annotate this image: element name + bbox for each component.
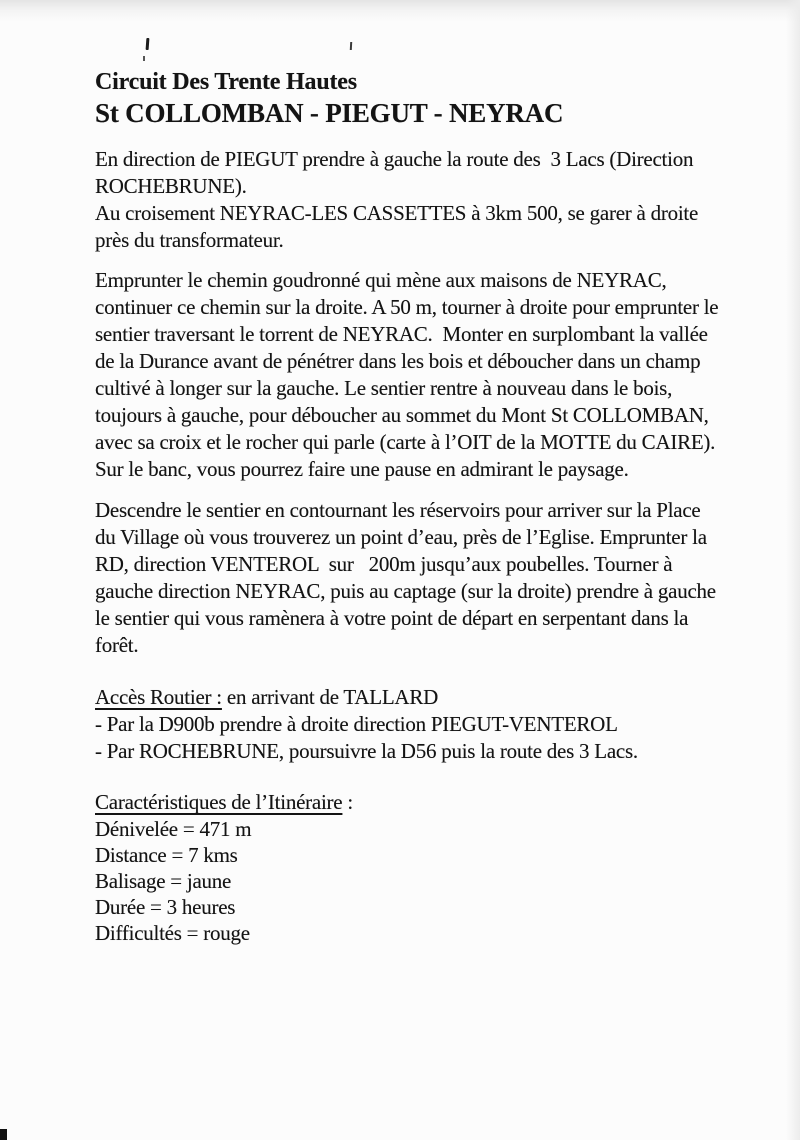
section-heading-access-rest: en arrivant de TALLARD (221, 685, 438, 709)
section-route-characteristics (95, 789, 795, 946)
section-heading-characteristics (95, 789, 795, 816)
text-line: En direction de PIEGUT prendre à gauche la route des 3 Lacs (Direction (95, 147, 694, 171)
access-item: - Par la D900b prendre à droite direction PIEGUT-VENTEROL (95, 712, 618, 736)
text-line: Emprunter le chemin goudronné qui mène aux maisons de NEYRAC, (95, 268, 667, 292)
text-line: RD, direction VENTEROL sur 200m jusqu’aux poubelles. Tourner à (95, 552, 673, 576)
text-line: continuer ce chemin sur la droite. A 50 m, tourner à droite pour emprunter le (95, 295, 719, 319)
document-content (95, 68, 795, 946)
text-line: toujours à gauche, pour déboucher au sommet du Mont St COLLOMBAN, (95, 403, 709, 427)
scan-shadow-top (0, 0, 800, 22)
text-line: forêt. (95, 633, 139, 657)
paragraph-route-description (95, 267, 795, 483)
document-subtitle: St COLLOMBAN - PIEGUT - NEYRAC (95, 98, 564, 128)
section-heading-characteristics-rest: : (342, 790, 353, 814)
access-item: - Par ROCHEBRUNE, poursuivre la D56 puis la route des 3 Lacs. (95, 739, 638, 763)
characteristic-item-duration: Durée = 3 heures (95, 895, 236, 919)
text-line: Sur le banc, vous pourrez faire une pause en admirant le paysage. (95, 457, 629, 481)
document-title: Circuit Des Trente Hautes (95, 69, 357, 95)
text-line: gauche direction NEYRAC, puis au captage (sur la droite) prendre à gauche (95, 579, 716, 603)
section-heading-access-label: Accès Routier : (95, 685, 222, 709)
paragraph-return-route (95, 497, 795, 659)
text-line: ROCHEBRUNE). (95, 174, 247, 198)
text-line: Descendre le sentier en contournant les réservoirs pour arriver sur la Place (95, 498, 701, 522)
section-heading-access (95, 684, 795, 711)
characteristic-item-waymarking: Balisage = jaune (95, 869, 232, 893)
text-line: de la Durance avant de pénétrer dans les bois et déboucher dans un champ (95, 349, 701, 373)
text-line: le sentier qui vous ramènera à votre point de départ en serpentant dans la (95, 606, 689, 630)
text-line: cultivé à longer sur la gauche. Le sentier rentre à nouveau dans le bois, (95, 376, 673, 400)
characteristic-item-elevation: Dénivelée = 471 m (95, 817, 252, 841)
text-line: du Village où vous trouverez un point d’eau, près de l’Eglise. Emprunter la (95, 525, 707, 549)
scan-artifact-speck (350, 42, 352, 50)
text-line: Au croisement NEYRAC-LES CASSETTES à 3km 500, se garer à droite (95, 201, 699, 225)
text-line: sentier traversant le torrent de NEYRAC. Monter en surplombant la vallée (95, 322, 708, 346)
section-road-access (95, 684, 795, 765)
scan-artifact-speck (146, 38, 150, 50)
paragraph-directions-start (95, 146, 795, 254)
characteristic-item-distance: Distance = 7 kms (95, 843, 238, 867)
scan-artifact-speck (143, 56, 145, 61)
text-line: avec sa croix et le rocher qui parle (carte à l’OIT de la MOTTE du CAIRE). (95, 430, 716, 454)
characteristic-item-difficulty: Difficultés = rouge (95, 921, 250, 945)
section-heading-characteristics-label: Caractéristiques de l’Itinéraire (95, 790, 343, 814)
scan-artifact-corner (0, 1129, 7, 1140)
text-line: près du transformateur. (95, 228, 284, 252)
